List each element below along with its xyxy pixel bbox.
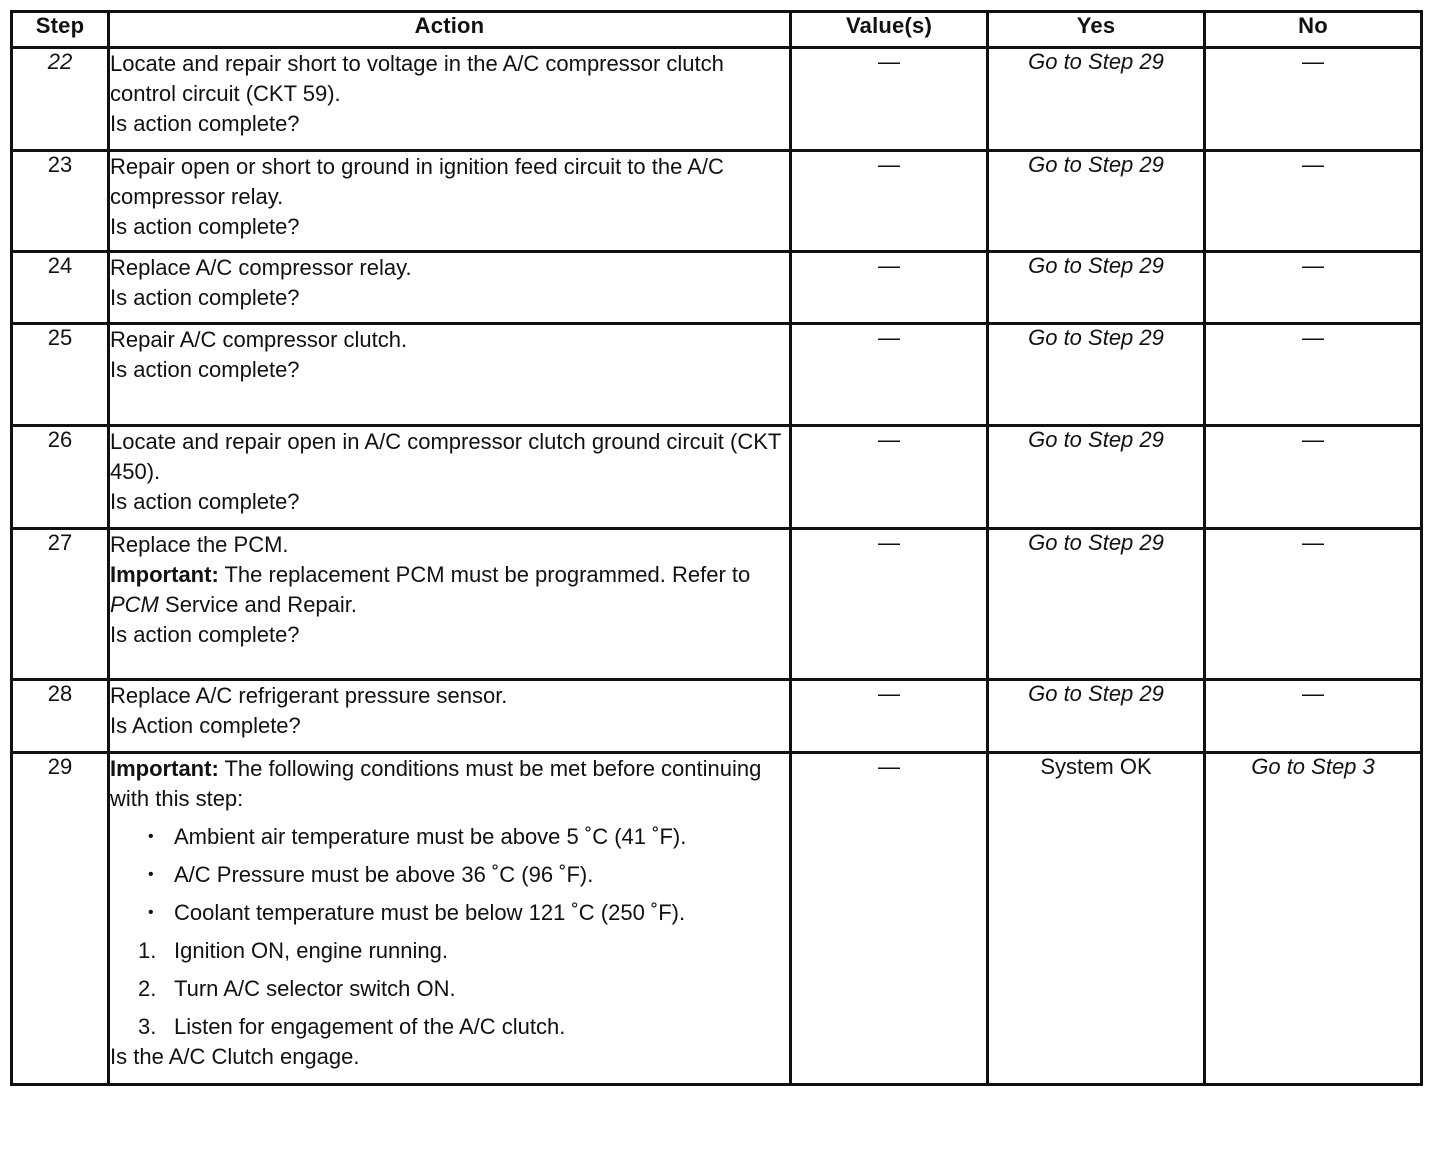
bullet-item: [110, 898, 789, 928]
value-cell: —: [791, 151, 988, 252]
item-number: 3.: [138, 1014, 157, 1039]
header-values: Value(s): [791, 12, 988, 48]
important-text: The following conditions must be met before continuing with this step:: [110, 756, 762, 811]
important-note: [110, 560, 789, 620]
no-cell: —: [1205, 324, 1422, 426]
action-text: Repair A/C compressor clutch.: [110, 327, 408, 352]
bullet-text: A/C Pressure must be above 36 ˚C (96 ˚F).: [174, 862, 594, 887]
action-text: Replace A/C refrigerant pressure sensor.: [110, 683, 508, 708]
bullet-icon: •: [148, 866, 154, 883]
no-cell: —: [1205, 529, 1422, 680]
header-action: Action: [109, 12, 791, 48]
numbered-item: [110, 936, 789, 966]
step-number: 29: [12, 753, 109, 1085]
important-text-b: Service and Repair.: [165, 592, 358, 617]
important-note: [110, 754, 789, 814]
step-number: 24: [12, 252, 109, 324]
action-cell: [109, 151, 791, 252]
yes-cell: Go to Step 29: [988, 426, 1205, 529]
item-number: 2.: [138, 976, 157, 1001]
bullet-item: [110, 860, 789, 890]
action-question: Is action complete?: [110, 285, 300, 310]
item-text: Ignition ON, engine running.: [174, 938, 448, 963]
table-row: [12, 753, 1422, 1085]
yes-cell: Go to Step 29: [988, 151, 1205, 252]
header-yes: Yes: [988, 12, 1205, 48]
value-cell: —: [791, 529, 988, 680]
action-question: Is action complete?: [110, 111, 300, 136]
action-question: Is action complete?: [110, 214, 300, 239]
item-number: 1.: [138, 938, 157, 963]
action-text: Locate and repair open in A/C compressor clutch ground circuit (CKT 450).: [110, 429, 781, 484]
table-row: [12, 252, 1422, 324]
action-cell: [109, 753, 791, 1085]
yes-cell: Go to Step 29: [988, 680, 1205, 753]
important-label: Important:: [110, 562, 219, 587]
step-number: 27: [12, 529, 109, 680]
table-row: [12, 680, 1422, 753]
action-cell: [109, 680, 791, 753]
yes-cell: System OK: [988, 753, 1205, 1085]
important-label: Important:: [110, 756, 219, 781]
header-no: No: [1205, 12, 1422, 48]
header-row: [12, 12, 1422, 48]
yes-cell: Go to Step 29: [988, 48, 1205, 151]
table-row: [12, 151, 1422, 252]
no-cell: Go to Step 3: [1205, 753, 1422, 1085]
table-row: [12, 48, 1422, 151]
numbered-item: [110, 974, 789, 1004]
action-question: Is Action complete?: [110, 713, 301, 738]
action-text: Replace A/C compressor relay.: [110, 255, 412, 280]
action-question: Is action complete?: [110, 622, 300, 647]
bullet-text: Coolant temperature must be below 121 ˚C (250 ˚F).: [174, 900, 686, 925]
action-cell: [109, 324, 791, 426]
header-step: Step: [12, 12, 109, 48]
action-cell: [109, 48, 791, 151]
step-number: 23: [12, 151, 109, 252]
yes-cell: Go to Step 29: [988, 529, 1205, 680]
value-cell: —: [791, 252, 988, 324]
value-cell: —: [791, 48, 988, 151]
item-text: Turn A/C selector switch ON.: [174, 976, 456, 1001]
no-cell: —: [1205, 252, 1422, 324]
numbered-item: [110, 1012, 789, 1042]
action-cell: [109, 426, 791, 529]
value-cell: —: [791, 680, 988, 753]
no-cell: —: [1205, 426, 1422, 529]
action-question: Is the A/C Clutch engage.: [110, 1044, 360, 1069]
action-text: Locate and repair short to voltage in the A/C compressor clutch control circuit (CKT 59).: [110, 51, 724, 106]
action-text: Replace the PCM.: [110, 532, 289, 557]
no-cell: —: [1205, 48, 1422, 151]
action-question: Is action complete?: [110, 357, 300, 382]
table-row: [12, 426, 1422, 529]
important-emphasis: PCM: [110, 592, 159, 617]
bullet-text: Ambient air temperature must be above 5 ˚C (41 ˚F).: [174, 824, 687, 849]
action-question: Is action complete?: [110, 489, 300, 514]
action-cell: [109, 529, 791, 680]
bullet-icon: •: [148, 904, 154, 921]
bullet-item: [110, 822, 789, 852]
value-cell: —: [791, 753, 988, 1085]
table-row: [12, 324, 1422, 426]
yes-cell: Go to Step 29: [988, 252, 1205, 324]
step-number: 22: [12, 48, 109, 151]
important-text-a: The replacement PCM must be programmed. Refer to: [224, 562, 751, 587]
step-number: 28: [12, 680, 109, 753]
table-row: [12, 529, 1422, 680]
item-text: Listen for engagement of the A/C clutch.: [174, 1014, 566, 1039]
bullet-icon: •: [148, 828, 154, 845]
diagnostic-table: [10, 10, 1423, 1086]
yes-cell: Go to Step 29: [988, 324, 1205, 426]
step-number: 25: [12, 324, 109, 426]
value-cell: —: [791, 324, 988, 426]
step-number: 26: [12, 426, 109, 529]
value-cell: —: [791, 426, 988, 529]
action-text: Repair open or short to ground in ignition feed circuit to the A/C compressor relay.: [110, 154, 724, 209]
no-cell: —: [1205, 151, 1422, 252]
action-cell: [109, 252, 791, 324]
no-cell: —: [1205, 680, 1422, 753]
